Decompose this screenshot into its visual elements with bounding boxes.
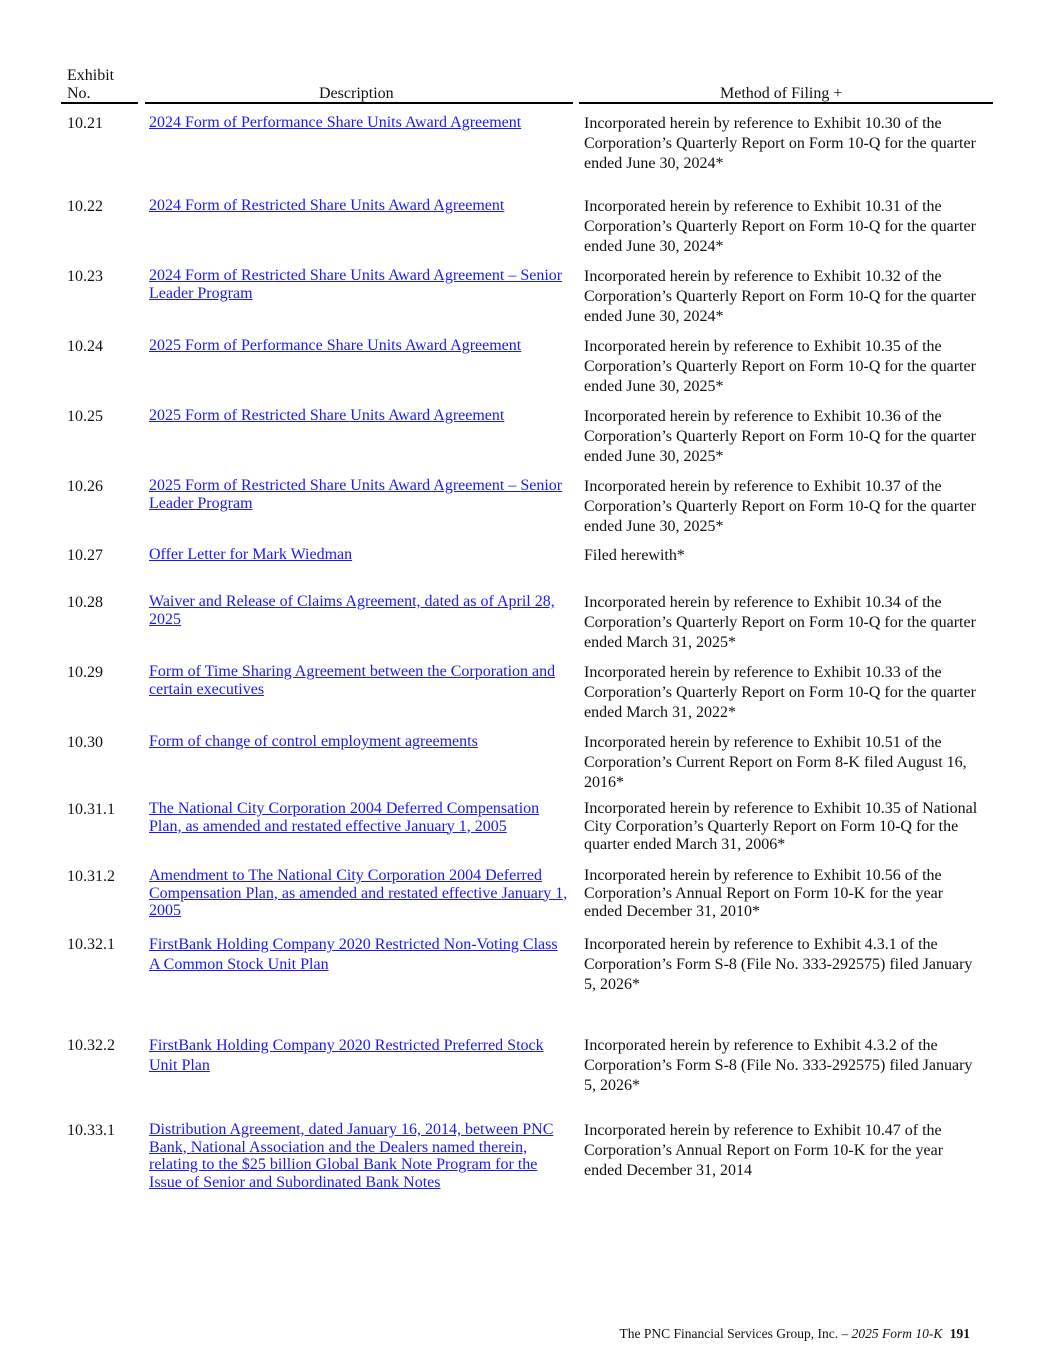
header-no-label: No. xyxy=(67,85,91,102)
method-of-filing: Incorporated herein by reference to Exhibit 10.30 of the Corporation’s Quarterly Report on Form 10-Q for the quarter ended June 30, 2024* xyxy=(584,115,976,172)
exhibit-number: 10.22 xyxy=(67,198,103,215)
exhibit-description-link[interactable]: Waiver and Release of Claims Agreement, dated as of April 28, 2025 xyxy=(149,593,555,628)
header-exhibit-label: Exhibit xyxy=(67,67,115,84)
exhibit-number: 10.28 xyxy=(67,594,103,611)
exhibit-number: 10.32.1 xyxy=(67,936,115,953)
exhibit-description-link[interactable]: 2024 Form of Restricted Share Units Award Agreement – Senior Leader Program xyxy=(149,267,563,302)
header-description: Description xyxy=(319,85,394,102)
exhibit-description-link[interactable]: Form of change of control employment agreements xyxy=(149,733,478,750)
exhibit-number: 10.24 xyxy=(67,338,103,355)
exhibit-description-link[interactable]: 2024 Form of Performance Share Units Award Agreement xyxy=(149,114,522,131)
exhibit-description-link[interactable]: Amendment to The National City Corporation 2004 Deferred Compensation Plan, as amended and restated effective January 1, 2005 xyxy=(149,867,568,919)
method-of-filing: Incorporated herein by reference to Exhibit 4.3.1 of the Corporation’s Form S-8 (File No. 333-292575) filed January 5, 2026* xyxy=(584,936,973,993)
exhibit-description-link[interactable]: FirstBank Holding Company 2020 Restricted Preferred Stock Unit Plan xyxy=(149,1037,544,1074)
header-rule-exhibit xyxy=(61,102,138,104)
exhibit-description-link[interactable]: Form of Time Sharing Agreement between the Corporation and certain executives xyxy=(149,663,556,698)
method-of-filing: Incorporated herein by reference to Exhibit 10.33 of the Corporation’s Quarterly Report on Form 10-Q for the quarter ended March 31, 2022* xyxy=(584,664,976,721)
method-of-filing: Filed herewith* xyxy=(584,547,685,564)
method-of-filing: Incorporated herein by reference to Exhibit 10.34 of the Corporation’s Quarterly Report on Form 10-Q for the quarter ended March 31, 2025* xyxy=(584,594,976,651)
method-of-filing: Incorporated herein by reference to Exhibit 10.35 of the Corporation’s Quarterly Report on Form 10-Q for the quarter ended June 30, 2025* xyxy=(584,338,976,395)
exhibit-number: 10.26 xyxy=(67,478,103,495)
method-of-filing: Incorporated herein by reference to Exhibit 10.47 of the Corporation’s Annual Report on Form 10-K for the year ended December 31, 2014 xyxy=(584,1122,944,1179)
exhibit-number: 10.29 xyxy=(67,664,103,681)
exhibit-description-link[interactable]: 2025 Form of Restricted Share Units Award Agreement xyxy=(149,407,505,424)
exhibit-description-link[interactable]: 2025 Form of Performance Share Units Award Agreement xyxy=(149,337,522,354)
exhibit-number: 10.32.2 xyxy=(67,1037,115,1054)
header-rule-method xyxy=(579,102,993,104)
exhibit-number: 10.23 xyxy=(67,268,103,285)
exhibit-description-link[interactable]: 2025 Form of Restricted Share Units Award Agreement – Senior Leader Program xyxy=(149,477,563,512)
page-number: 191 xyxy=(949,1326,970,1341)
method-of-filing: Incorporated herein by reference to Exhibit 10.31 of the Corporation’s Quarterly Report on Form 10-Q for the quarter ended June 30, 2024* xyxy=(584,198,976,255)
exhibit-description-link[interactable]: 2024 Form of Restricted Share Units Award Agreement xyxy=(149,197,505,214)
exhibit-number: 10.25 xyxy=(67,408,103,425)
header-method-of-filing: Method of Filing + xyxy=(720,85,843,102)
method-of-filing: Incorporated herein by reference to Exhibit 10.32 of the Corporation’s Quarterly Report on Form 10-Q for the quarter ended June 30, 2024* xyxy=(584,268,976,325)
method-of-filing: Incorporated herein by reference to Exhibit 10.56 of the Corporation’s Annual Report on Form 10-K for the year ended December 31, 2010* xyxy=(584,867,944,920)
exhibit-description-link[interactable]: The National City Corporation 2004 Deferred Compensation Plan, as amended and restated effective January 1, 2005 xyxy=(149,800,540,835)
method-of-filing: Incorporated herein by reference to Exhibit 10.37 of the Corporation’s Quarterly Report on Form 10-Q for the quarter ended June 30, 2025* xyxy=(584,478,976,535)
exhibit-description-link[interactable]: Distribution Agreement, dated January 16, 2014, between PNC Bank, National Association and the Dealers named therein, relating to the $25 billion Global Bank Note Program for the Issue of Senior and Subordinated Bank Notes xyxy=(149,1121,554,1191)
exhibit-description-link[interactable]: Offer Letter for Mark Wiedman xyxy=(149,546,353,563)
header-rule-description xyxy=(145,102,573,104)
footer-form-name: 2025 Form 10-K xyxy=(851,1326,943,1341)
method-of-filing: Incorporated herein by reference to Exhibit 4.3.2 of the Corporation’s Form S-8 (File No. 333-292575) filed January 5, 2026* xyxy=(584,1037,973,1094)
exhibit-number: 10.27 xyxy=(67,547,103,564)
footer-company: The PNC Financial Services Group, Inc. – xyxy=(619,1326,849,1341)
exhibit-number: 10.33.1 xyxy=(67,1122,115,1139)
exhibit-number: 10.31.1 xyxy=(67,801,115,818)
exhibit-number: 10.21 xyxy=(67,115,103,132)
exhibit-number: 10.31.2 xyxy=(67,868,115,885)
page-footer xyxy=(620,1326,970,1342)
exhibit-description-link[interactable]: FirstBank Holding Company 2020 Restricted Non-Voting Class A Common Stock Unit Plan xyxy=(149,936,558,973)
method-of-filing: Incorporated herein by reference to Exhibit 10.51 of the Corporation’s Current Report on Form 8-K filed August 16, 2016* xyxy=(584,734,967,791)
method-of-filing: Incorporated herein by reference to Exhibit 10.36 of the Corporation’s Quarterly Report on Form 10-Q for the quarter ended June 30, 2025* xyxy=(584,408,976,465)
method-of-filing: Incorporated herein by reference to Exhibit 10.35 of National City Corporation’s Quarterly Report on Form 10-Q for the quarter ended March 31, 2006* xyxy=(584,800,978,853)
exhibit-number: 10.30 xyxy=(67,734,103,751)
